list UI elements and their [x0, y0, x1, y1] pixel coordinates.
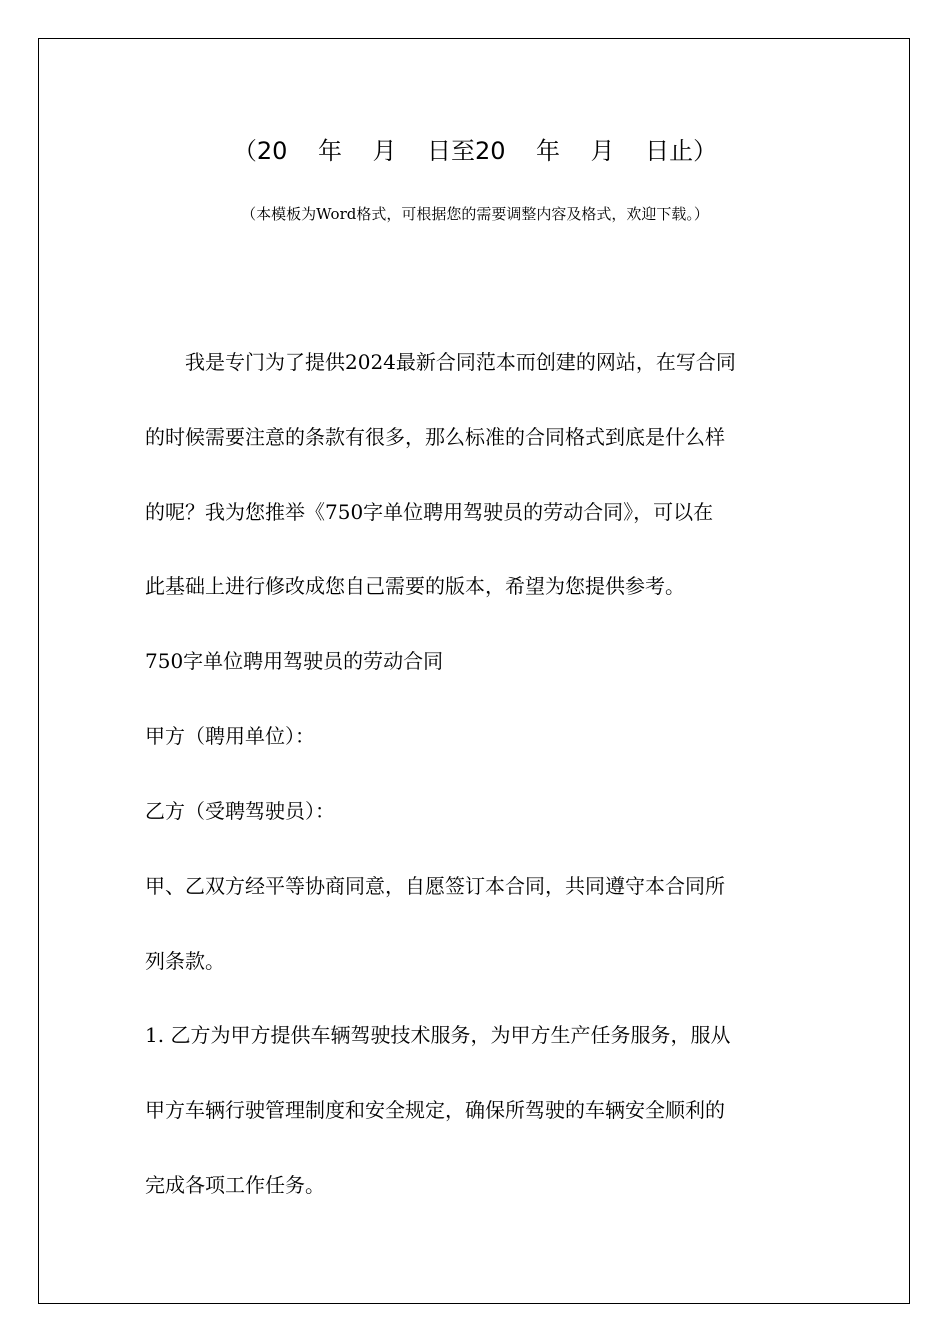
- party-b-line: 乙方（受聘驾驶员）：: [145, 799, 335, 823]
- clause-1-line: 甲方车辆行驶管理制度和安全规定，确保所驾驶的车辆安全顺利的: [145, 1098, 725, 1122]
- agreement-paragraph-line: 列条款。: [145, 949, 225, 973]
- clause-1-line: 完成各项工作任务。: [145, 1173, 325, 1197]
- party-a-line: 甲方（聘用单位）：: [145, 724, 315, 748]
- contract-period-line: （20 年 月 日至20 年 月 日止）: [232, 137, 718, 165]
- intro-paragraph-line: 此基础上进行修改成您自己需要的版本，希望为您提供参考。: [145, 574, 685, 598]
- intro-paragraph-line: 的呢？我为您推举《750字单位聘用驾驶员的劳动合同》，可以在: [145, 500, 714, 524]
- intro-paragraph-line: 我是专门为了提供2024最新合同范本而创建的网站，在写合同: [145, 350, 736, 374]
- clause-1-line: 1. 乙方为甲方提供车辆驾驶技术服务，为甲方生产任务服务，服从: [145, 1023, 731, 1047]
- template-note: （本模板为Word格式，可根据您的需要调整内容及格式，欢迎下载。）: [241, 205, 709, 223]
- contract-title: 750字单位聘用驾驶员的劳动合同: [145, 649, 444, 673]
- agreement-paragraph-line: 甲、乙双方经平等协商同意，自愿签订本合同，共同遵守本合同所: [145, 874, 725, 898]
- intro-paragraph-line: 的时候需要注意的条款有很多，那么标准的合同格式到底是什么样: [145, 425, 725, 449]
